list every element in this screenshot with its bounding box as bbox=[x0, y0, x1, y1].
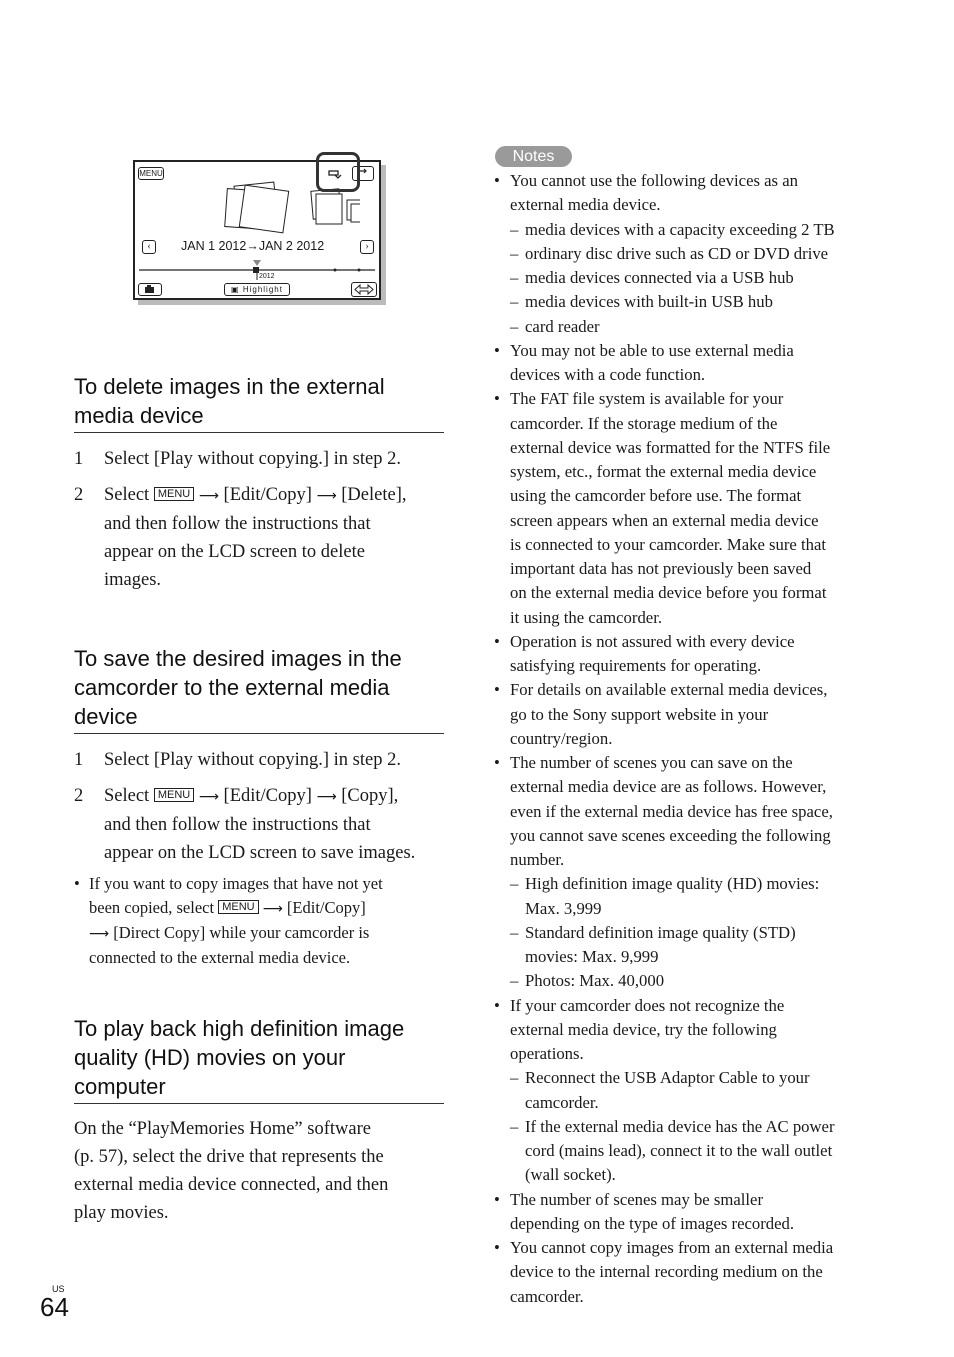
sub-text: Max. 3,999 bbox=[525, 898, 602, 918]
note-text: If you want to copy images that have not yet bbox=[89, 874, 383, 893]
arrow-right-icon: ⟶ bbox=[198, 488, 219, 504]
menu-button-icon: MENU bbox=[154, 487, 194, 501]
note-text: number. bbox=[510, 850, 565, 869]
sub-text: Standard definition image quality (STD) bbox=[525, 922, 796, 942]
delete-step-2 bbox=[74, 481, 444, 594]
step-text: and then follow the instructions that bbox=[104, 815, 371, 835]
note-item bbox=[494, 630, 869, 679]
timeline-bar bbox=[135, 258, 379, 280]
heading-delete-images bbox=[74, 372, 444, 433]
para-line: external media device connected, and then bbox=[74, 1175, 389, 1195]
sub-item: – ordinary disc drive such as CD or DVD drive bbox=[510, 243, 829, 263]
bullet-dot: • bbox=[74, 874, 80, 893]
note-text: you cannot save scenes exceeding the following bbox=[510, 825, 831, 845]
note-text: is connected to your camcorder. Make sure that bbox=[510, 534, 827, 554]
note-text: device to the internal recording medium on the bbox=[510, 1262, 823, 1282]
note-text: Operation is not assured with every device bbox=[510, 631, 795, 651]
heading-line: To play back high definition image bbox=[74, 1016, 405, 1041]
note-item bbox=[494, 994, 869, 1188]
page-number: 64 bbox=[40, 1292, 69, 1322]
note-item bbox=[494, 1236, 869, 1309]
sub-text: Photos: Max. 40,000 bbox=[525, 971, 665, 991]
step-number: 2 bbox=[74, 786, 84, 806]
bullet-dot: • bbox=[494, 995, 500, 1015]
page-region-label: US bbox=[52, 1284, 65, 1294]
note-text: For details on available external media devices, bbox=[510, 680, 828, 700]
timeline-year: 2012 bbox=[259, 273, 275, 280]
arrow-right-icon: ⟶ bbox=[316, 488, 337, 504]
step-text: [Delete], bbox=[341, 485, 407, 505]
sub-text: media devices with built-in USB hub bbox=[525, 292, 773, 312]
note-text: If your camcorder does not recognize the bbox=[510, 995, 785, 1015]
sub-text: media devices with a capacity exceeding 2 TB bbox=[525, 219, 835, 239]
note-text: system, etc., format the external media device bbox=[510, 462, 817, 481]
step-number: 2 bbox=[74, 485, 84, 505]
note-text: You cannot copy images from an external media bbox=[510, 1238, 834, 1257]
sub-item: – media devices connected via a USB hub bbox=[510, 268, 794, 287]
step-text: Select [Play without copying.] in step 2. bbox=[104, 449, 401, 469]
note-text: depending on the type of images recorded. bbox=[510, 1213, 795, 1233]
note-text: country/region. bbox=[510, 728, 613, 748]
note-text: using the camcorder before use. The format bbox=[510, 486, 802, 506]
note-item bbox=[494, 387, 869, 630]
heading-line: media device bbox=[74, 403, 204, 428]
next-event-icon: › bbox=[360, 240, 374, 254]
note-item bbox=[494, 339, 869, 388]
sub-text: High definition image quality (HD) movies: bbox=[525, 874, 820, 894]
note-text: operations. bbox=[510, 1044, 584, 1063]
highlight-label: Highlight bbox=[242, 285, 283, 294]
note-item bbox=[494, 1188, 869, 1237]
heading-save-images bbox=[74, 644, 444, 734]
note-text: external media device are as follows. However, bbox=[510, 777, 827, 797]
sub-text: cord (mains lead), connect it to the wall outlet bbox=[525, 1141, 833, 1160]
note-text: devices with a code function. bbox=[510, 365, 706, 384]
switch-image-type-icon bbox=[351, 282, 377, 297]
step-text: and then follow the instructions that bbox=[104, 514, 371, 534]
heading-line: device bbox=[74, 704, 138, 729]
highlight-button bbox=[224, 283, 290, 296]
sub-text: camcorder. bbox=[525, 1092, 599, 1112]
save-step-2 bbox=[74, 782, 444, 867]
note-text: even if the external media device has free space, bbox=[510, 801, 833, 821]
note-text: important data has not previously been saved bbox=[510, 559, 812, 578]
bullet-dot: • bbox=[494, 171, 500, 190]
step-text: Select bbox=[104, 786, 150, 806]
note-text: camcorder. If the storage medium of the bbox=[510, 413, 778, 433]
note-item bbox=[494, 678, 869, 751]
notes-list bbox=[494, 169, 869, 1309]
arrow-right-icon: ⟶ bbox=[316, 789, 337, 805]
note-text: camcorder. bbox=[510, 1286, 584, 1306]
lcd-menu-button: MENU bbox=[139, 169, 163, 178]
sub-item: – media devices with built-in USB hub bbox=[510, 292, 773, 312]
note-item bbox=[494, 751, 869, 994]
sub-item: – Photos: Max. 40,000 bbox=[510, 971, 665, 991]
heading-line: camcorder to the external media bbox=[74, 675, 390, 700]
step-text: [Copy], bbox=[341, 786, 399, 806]
step-text: appear on the LCD screen to save images. bbox=[104, 843, 416, 863]
hd-playback-paragraph bbox=[74, 1115, 449, 1227]
sub-item: – High definition image quality (HD) movies: Max. 3,999 bbox=[510, 872, 869, 921]
step-text: Select [Play without copying.] in step 2. bbox=[104, 750, 401, 770]
note-text: [Edit/Copy] bbox=[286, 898, 366, 917]
menu-button-icon: MENU bbox=[218, 900, 258, 914]
step-text: Select bbox=[104, 485, 150, 505]
bullet-dot: • bbox=[494, 631, 500, 651]
heading-line: To save the desired images in the bbox=[74, 646, 402, 671]
bullet-dot: • bbox=[494, 753, 500, 772]
arrow-right-icon: ⟶ bbox=[262, 901, 283, 917]
sub-item: – card reader bbox=[510, 316, 600, 336]
note-text: screen appears when an external media device bbox=[510, 510, 819, 530]
sub-text: ordinary disc drive such as CD or DVD drive bbox=[525, 243, 829, 263]
sub-text: Reconnect the USB Adaptor Cable to your bbox=[525, 1068, 810, 1088]
lcd-date-range: JAN 1 2012→JAN 2 2012 bbox=[181, 239, 325, 253]
notes-badge: Notes bbox=[495, 146, 572, 167]
note-text: connected to the external media device. bbox=[89, 948, 351, 967]
save-bullet-note bbox=[74, 872, 439, 970]
sub-item: – media devices with a capacity exceeding 2 TB bbox=[510, 219, 835, 239]
note-text: satisfying requirements for operating. bbox=[510, 656, 762, 675]
previous-event-icon: ‹ bbox=[142, 240, 156, 254]
step-number: 1 bbox=[74, 449, 84, 469]
sub-item: – Reconnect the USB Adaptor Cable to your camcorder. bbox=[510, 1066, 869, 1115]
note-text: external media device, try the following bbox=[510, 1019, 777, 1039]
sub-text: card reader bbox=[525, 316, 600, 336]
note-text: on the external media device before you format bbox=[510, 583, 827, 603]
arrow-right-icon: ⟶ bbox=[89, 926, 110, 942]
heading-line: computer bbox=[74, 1074, 166, 1099]
step-text: [Edit/Copy] bbox=[223, 786, 312, 806]
camera-mode-icon bbox=[138, 283, 162, 296]
menu-button-icon: MENU bbox=[154, 788, 194, 802]
sub-text: If the external media device has the AC power bbox=[525, 1116, 835, 1136]
sub-item: – If the external media device has the AC power cord (mains lead), connect it to the wall outlet (wall socket). bbox=[510, 1115, 869, 1188]
note-text: external device was formatted for the NTFS file bbox=[510, 437, 831, 457]
step-number: 1 bbox=[74, 750, 84, 770]
note-text: go to the Sony support website in your bbox=[510, 704, 769, 724]
lcd-illustration bbox=[133, 160, 385, 304]
movie-icon: ▣ bbox=[231, 285, 240, 294]
para-line: play movies. bbox=[74, 1203, 169, 1223]
step-text: appear on the LCD screen to delete bbox=[104, 542, 365, 562]
bullet-dot: • bbox=[494, 340, 500, 360]
note-text: You cannot use the following devices as an bbox=[510, 171, 798, 190]
para-line: (p. 57), select the drive that represents the bbox=[74, 1147, 384, 1167]
note-text: The number of scenes you can save on the bbox=[510, 753, 793, 772]
sub-text: media devices connected via a USB hub bbox=[525, 268, 794, 287]
sub-text: (wall socket). bbox=[525, 1165, 616, 1185]
note-text: external media device. bbox=[510, 195, 661, 215]
note-text: The number of scenes may be smaller bbox=[510, 1189, 764, 1209]
arrow-right-icon: ⟶ bbox=[198, 789, 219, 805]
bullet-dot: • bbox=[494, 1238, 500, 1257]
icon-highlight-circle bbox=[316, 152, 360, 192]
heading-hd-playback bbox=[74, 1014, 444, 1104]
heading-line: To delete images in the external bbox=[74, 374, 385, 399]
bullet-dot: • bbox=[494, 1189, 500, 1209]
note-text: [Direct Copy] while your camcorder is bbox=[113, 923, 370, 942]
step-text: [Edit/Copy] bbox=[223, 485, 312, 505]
note-text: it using the camcorder. bbox=[510, 607, 662, 627]
save-step-1 bbox=[74, 746, 444, 774]
heading-line: quality (HD) movies on your bbox=[74, 1045, 346, 1070]
note-text: been copied, select bbox=[89, 898, 215, 917]
para-line: On the “PlayMemories Home” software bbox=[74, 1119, 371, 1139]
note-item bbox=[494, 169, 869, 339]
step-text: images. bbox=[104, 570, 162, 590]
note-text: The FAT file system is available for your bbox=[510, 389, 784, 409]
sub-item: – Standard definition image quality (STD) movies: Max. 9,999 bbox=[510, 921, 869, 970]
delete-step-1 bbox=[74, 445, 444, 473]
bullet-dot: • bbox=[494, 389, 500, 409]
sub-text: movies: Max. 9,999 bbox=[525, 947, 659, 966]
note-text: You may not be able to use external media bbox=[510, 340, 794, 360]
bullet-dot: • bbox=[494, 680, 500, 700]
